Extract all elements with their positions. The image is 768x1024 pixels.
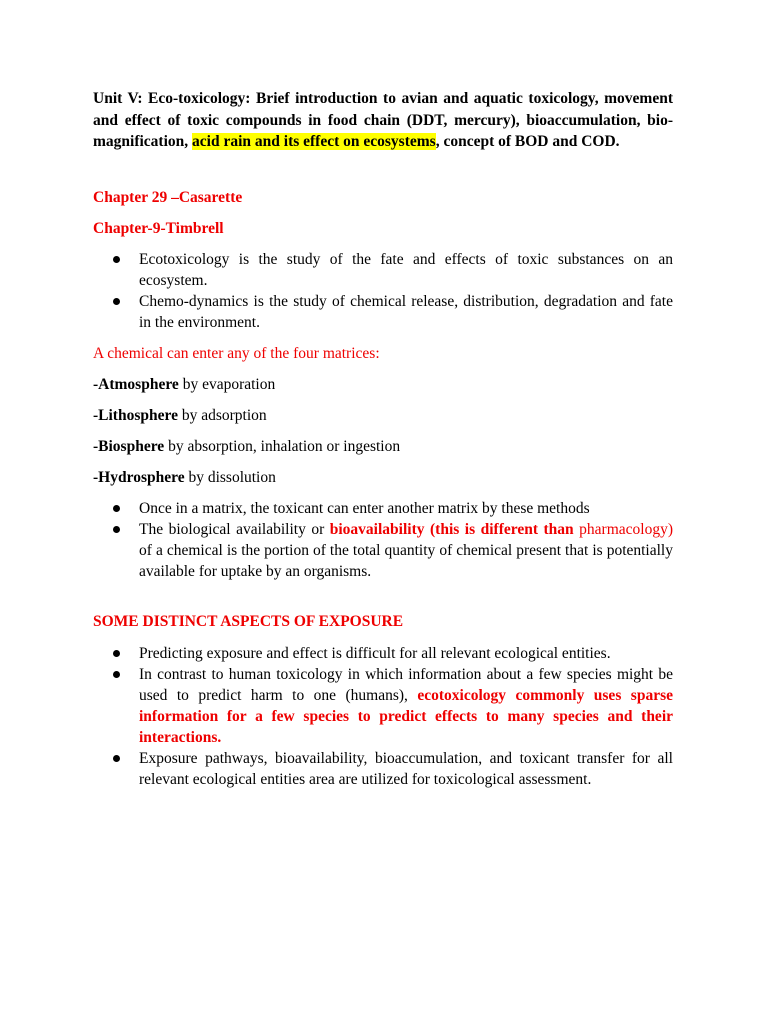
bullet-icon	[113, 505, 120, 512]
list-item	[93, 519, 673, 582]
bioavailability-list	[93, 498, 673, 582]
exposure-list	[93, 643, 673, 790]
bullet-icon	[113, 526, 120, 533]
list-item-text: The biological availability or	[139, 520, 330, 538]
list-item	[93, 291, 673, 333]
list-item-text: Exposure pathways, bioavailability, bioaccumulation, and toxicant transfer for all relevant ecological entities area are utilized for toxicological assessment.	[139, 749, 673, 788]
list-item	[93, 748, 673, 790]
matrix-hydrosphere	[93, 467, 673, 488]
list-item	[93, 498, 673, 519]
list-item-text: of a chemical is the portion of the total quantity of chemical present that is potentially available for uptake by an organisms.	[139, 541, 673, 580]
chapter-casarette: Chapter 29 –Casarette	[93, 188, 243, 206]
pharmacology-note: pharmacology)	[579, 520, 673, 538]
exposure-heading: SOME DISTINCT ASPECTS OF EXPOSURE	[93, 612, 404, 630]
list-item-text: Once in a matrix, the toxicant can enter another matrix by these methods	[139, 499, 590, 517]
list-item-text: In contrast to human toxicology in which information about a few species might be used to predict harm to one (humans),	[139, 665, 673, 704]
unit-heading	[93, 88, 673, 153]
matrix-desc: by absorption, inhalation or ingestion	[164, 437, 401, 455]
matrix-lithosphere	[93, 405, 673, 426]
matrix-atmosphere	[93, 374, 673, 395]
list-item-text: Chemo-dynamics is the study of chemical release, distribution, degradation and fate in the environment.	[139, 292, 673, 331]
unit-heading-end: , concept of BOD and COD.	[435, 133, 620, 150]
bullet-icon	[113, 650, 120, 657]
matrix-desc: by adsorption	[177, 406, 267, 424]
matrix-term: -Biosphere	[93, 437, 165, 455]
matrix-term: -Lithosphere	[93, 406, 178, 424]
matrix-desc: by evaporation	[178, 375, 276, 393]
matrices-intro: A chemical can enter any of the four matrices:	[93, 344, 380, 362]
definitions-list	[93, 249, 673, 333]
list-item	[93, 249, 673, 291]
matrix-term: -Atmosphere	[93, 375, 179, 393]
bullet-icon	[113, 256, 120, 263]
bullet-icon	[113, 298, 120, 305]
list-item-text: Ecotoxicology is the study of the fate and effects of toxic substances on an ecosystem.	[139, 250, 673, 289]
matrix-biosphere	[93, 436, 673, 457]
list-item	[93, 643, 673, 664]
bioavailability-note: bioavailability (this is different than	[329, 520, 580, 538]
ecotoxicology-note: ecotoxicology commonly uses sparse information for a few species to predict effects to many species and their interactions.	[139, 686, 673, 746]
bullet-icon	[113, 755, 120, 762]
list-item-text: Predicting exposure and effect is difficult for all relevant ecological entities.	[139, 644, 611, 662]
document-page	[93, 88, 673, 790]
bullet-icon	[113, 671, 120, 678]
unit-heading-highlight: acid rain and its effect on ecosystems	[192, 133, 436, 150]
chapter-timbrell: Chapter-9-Timbrell	[93, 219, 224, 237]
unit-heading-text: Unit V: Eco-toxicology: Brief introduction to avian and aquatic toxicology, movement and effect of toxic compounds in food chain (DDT, mercury), bioaccumulation, bio-magnification,	[93, 90, 673, 150]
matrix-term: -Hydrosphere	[93, 468, 185, 486]
list-item	[93, 664, 673, 748]
matrix-desc: by dissolution	[184, 468, 276, 486]
